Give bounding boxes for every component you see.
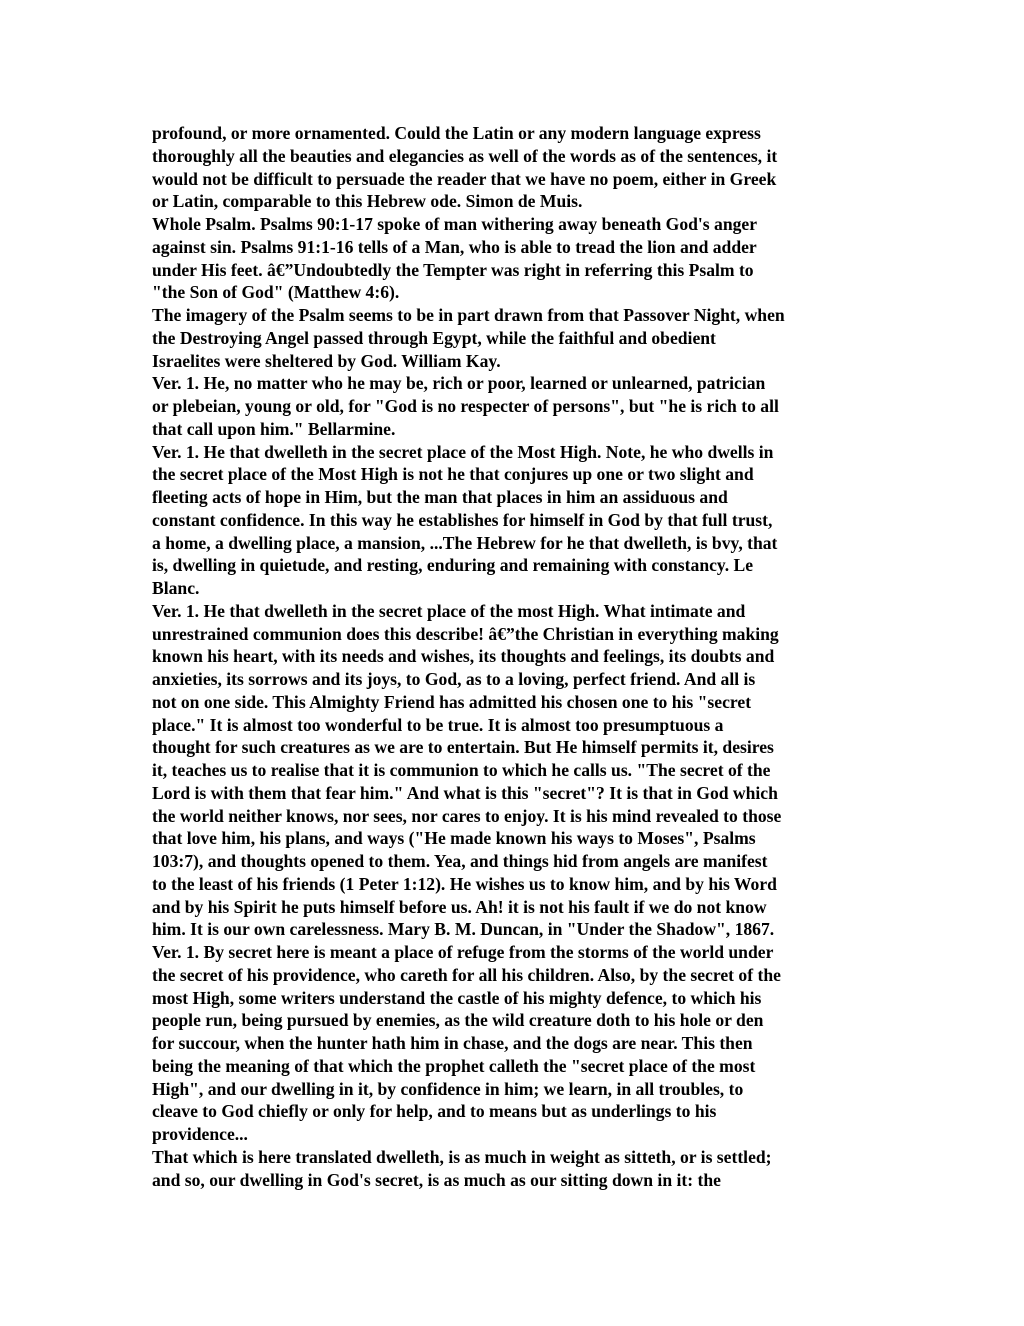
text-line: Lord is with them that fear him." And what is this "secret"? It is that in God which bbox=[152, 782, 778, 803]
text-line: Ver. 1. By secret here is meant a place of refuge from the storms of the world under bbox=[152, 942, 774, 962]
text-line: or plebeian, young or old, for "God is no respecter of persons", but "he is rich to all bbox=[152, 396, 779, 416]
text-line: Israelites were sheltered by God. William Kay. bbox=[152, 350, 501, 371]
text-line: most High, some writers understand the castle of his mighty defence, to which his bbox=[152, 987, 762, 1008]
text-line: thought for such creatures as we are to entertain. But He himself permits it, desires bbox=[152, 737, 774, 758]
text-line: Blanc. bbox=[152, 578, 200, 598]
text-line: or Latin, comparable to this Hebrew ode. Simon de Muis. bbox=[152, 191, 583, 212]
body-text bbox=[152, 122, 882, 1191]
text-line: that call upon him." Bellarmine. bbox=[152, 418, 396, 439]
text-line: the secret of his providence, who careth for all his children. Also, by the secret of the bbox=[152, 964, 781, 985]
text-line: fleeting acts of hope in Him, but the man that places in him an assiduous and bbox=[152, 487, 728, 507]
text-line: not on one side. This Almighty Friend has admitted his chosen one to his "secret bbox=[152, 691, 752, 712]
text-line: him. It is our own carelessness. Mary B. M. Duncan, in "Under the Shadow", 1867. bbox=[152, 919, 775, 940]
text-line: the world neither knows, nor sees, nor cares to enjoy. It is his mind revealed to those bbox=[152, 805, 782, 826]
text-line: for succour, when the hunter hath him in chase, and the dogs are near. This then bbox=[152, 1033, 753, 1053]
text-line: and by his Spirit he puts himself before us. Ah! it is not his fault if we do not know bbox=[152, 896, 767, 917]
text-line: a home, a dwelling place, a mansion, ...The Hebrew for he that dwelleth, is bvy, that bbox=[152, 532, 778, 553]
text-line: it, teaches us to realise that it is communion to which he calls us. "The secret of the bbox=[152, 760, 771, 780]
text-line: anxieties, its sorrows and its joys, to God, as to a loving, perfect friend. And all is bbox=[152, 669, 756, 689]
text-line: known his heart, with its needs and wishes, its thoughts and feelings, its doubts and bbox=[152, 646, 775, 667]
text-line: providence... bbox=[152, 1124, 248, 1144]
text-line: cleave to God chiefly or only for help, and to means but as underlings to his bbox=[152, 1101, 717, 1122]
text-line: against sin. Psalms 91:1-16 tells of a Man, who is able to tread the lion and adder bbox=[152, 236, 757, 257]
text-line: "the Son of God" (Matthew 4:6). bbox=[152, 282, 400, 303]
text-line: would not be difficult to persuade the reader that we have no poem, either in Greek bbox=[152, 168, 777, 189]
text-line: the secret place of the Most High is not he that conjures up one or two slight and bbox=[152, 464, 754, 485]
text-line: Whole Psalm. Psalms 90:1-17 spoke of man withering away beneath God's anger bbox=[152, 214, 758, 234]
text-line: people run, being pursued by enemies, as the wild creature doth to his hole or den bbox=[152, 1010, 764, 1031]
text-line: The imagery of the Psalm seems to be in part drawn from that Passover Night, when bbox=[152, 305, 785, 325]
text-line: the Destroying Angel passed through Egypt, while the faithful and obedient bbox=[152, 327, 716, 348]
text-line: place." It is almost too wonderful to be true. It is almost too presumptuous a bbox=[152, 714, 724, 735]
text-line: 103:7), and thoughts opened to them. Yea, and things hid from angels are manifest bbox=[152, 851, 768, 871]
text-line: Ver. 1. He that dwelleth in the secret place of the Most High. Note, he who dwells in bbox=[152, 441, 774, 462]
text-line: profound, or more ornamented. Could the Latin or any modern language express bbox=[152, 123, 761, 143]
text-line: Ver. 1. He that dwelleth in the secret place of the most High. What intimate and bbox=[152, 600, 746, 621]
text-line: High", and our dwelling in it, by confidence in him; we learn, in all troubles, to bbox=[152, 1078, 744, 1099]
text-line: to the least of his friends (1 Peter 1:12). He wishes us to know him, and by his Word bbox=[152, 873, 777, 894]
text-line: Ver. 1. He, no matter who he may be, rich or poor, learned or unlearned, patrician bbox=[152, 373, 766, 394]
text-line: is, dwelling in quietude, and resting, enduring and remaining with constancy. Le bbox=[152, 555, 754, 576]
text-line: under His feet. â€”Undoubtedly the Tempter was right in referring this Psalm to bbox=[152, 259, 754, 280]
text-line: and so, our dwelling in God's secret, is as much as our sitting down in it: the bbox=[152, 1169, 721, 1190]
text-line: unrestrained communion does this describe! â€”the Christian in everything making bbox=[152, 623, 779, 644]
text-line: That which is here translated dwelleth, is as much in weight as sitteth, or is settled; bbox=[152, 1146, 772, 1167]
text-line: constant confidence. In this way he establishes for himself in God by that full trust, bbox=[152, 509, 773, 530]
text-line: being the meaning of that which the prophet calleth the "secret place of the most bbox=[152, 1055, 756, 1076]
text-line: that love him, his plans, and ways ("He made known his ways to Moses", Psalms bbox=[152, 828, 756, 849]
text-line: thoroughly all the beauties and elegancies as well of the words as of the sentences, it bbox=[152, 145, 778, 166]
